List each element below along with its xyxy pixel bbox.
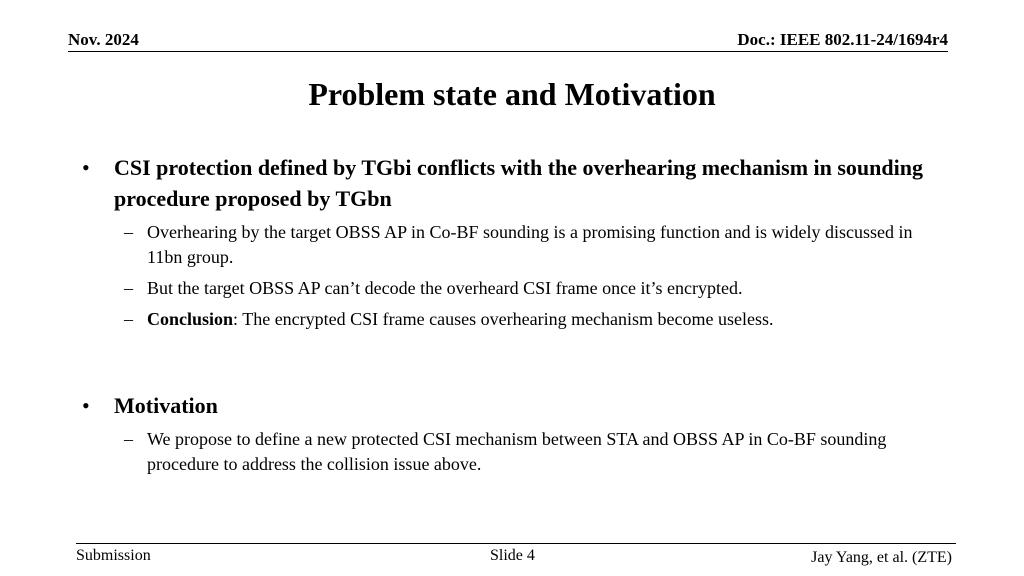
bullet-block-csi-protection	[82, 152, 942, 332]
dash-marker: –	[124, 278, 133, 298]
sub-bullet-text: : The encrypted CSI frame causes overhearing mechanism become useless.	[233, 309, 774, 329]
dash-marker: –	[124, 222, 133, 242]
header-doc-id: Doc.: IEEE 802.11-24/1694r4	[737, 30, 948, 49]
bullet-item	[82, 152, 942, 214]
sub-bullet-text: We propose to define a new protected CSI mechanism between STA and OBSS AP in Co-BF sounding procedure to address the collision issue above.	[147, 429, 887, 474]
dash-marker: –	[124, 429, 133, 449]
sub-bullet-item	[82, 427, 942, 477]
bullet-marker: •	[82, 393, 90, 418]
bullet-marker: •	[82, 155, 90, 180]
footer-slide-number: Slide 4	[490, 547, 535, 564]
header-rule	[68, 51, 948, 52]
dash-marker: –	[124, 309, 133, 329]
sub-bullet-text: Overhearing by the target OBSS AP in Co-BF sounding is a promising function and is widely discussed in 11bn group.	[147, 222, 913, 267]
bullet-text: CSI protection defined by TGbi conflicts with the overhearing mechanism in sounding procedure proposed by TGbn	[114, 155, 923, 211]
sub-bullet-item	[82, 220, 942, 270]
footer-submission: Submission	[76, 547, 151, 564]
header-date: Nov. 2024	[68, 30, 139, 49]
bullet-text: Motivation	[114, 393, 218, 418]
footer-authors: Jay Yang, et al. (ZTE)	[811, 549, 952, 566]
slide-title: Problem state and Motivation	[308, 76, 716, 112]
sub-bullet-text: But the target OBSS AP can’t decode the overheard CSI frame once it’s encrypted.	[147, 278, 743, 298]
bullet-item	[82, 390, 942, 421]
sub-bullet-item	[82, 307, 942, 332]
conclusion-label: Conclusion	[147, 309, 234, 329]
sub-bullet-item	[82, 276, 942, 301]
slide-body	[82, 152, 942, 477]
footer-rule	[76, 543, 956, 544]
bullet-block-motivation	[82, 390, 942, 477]
